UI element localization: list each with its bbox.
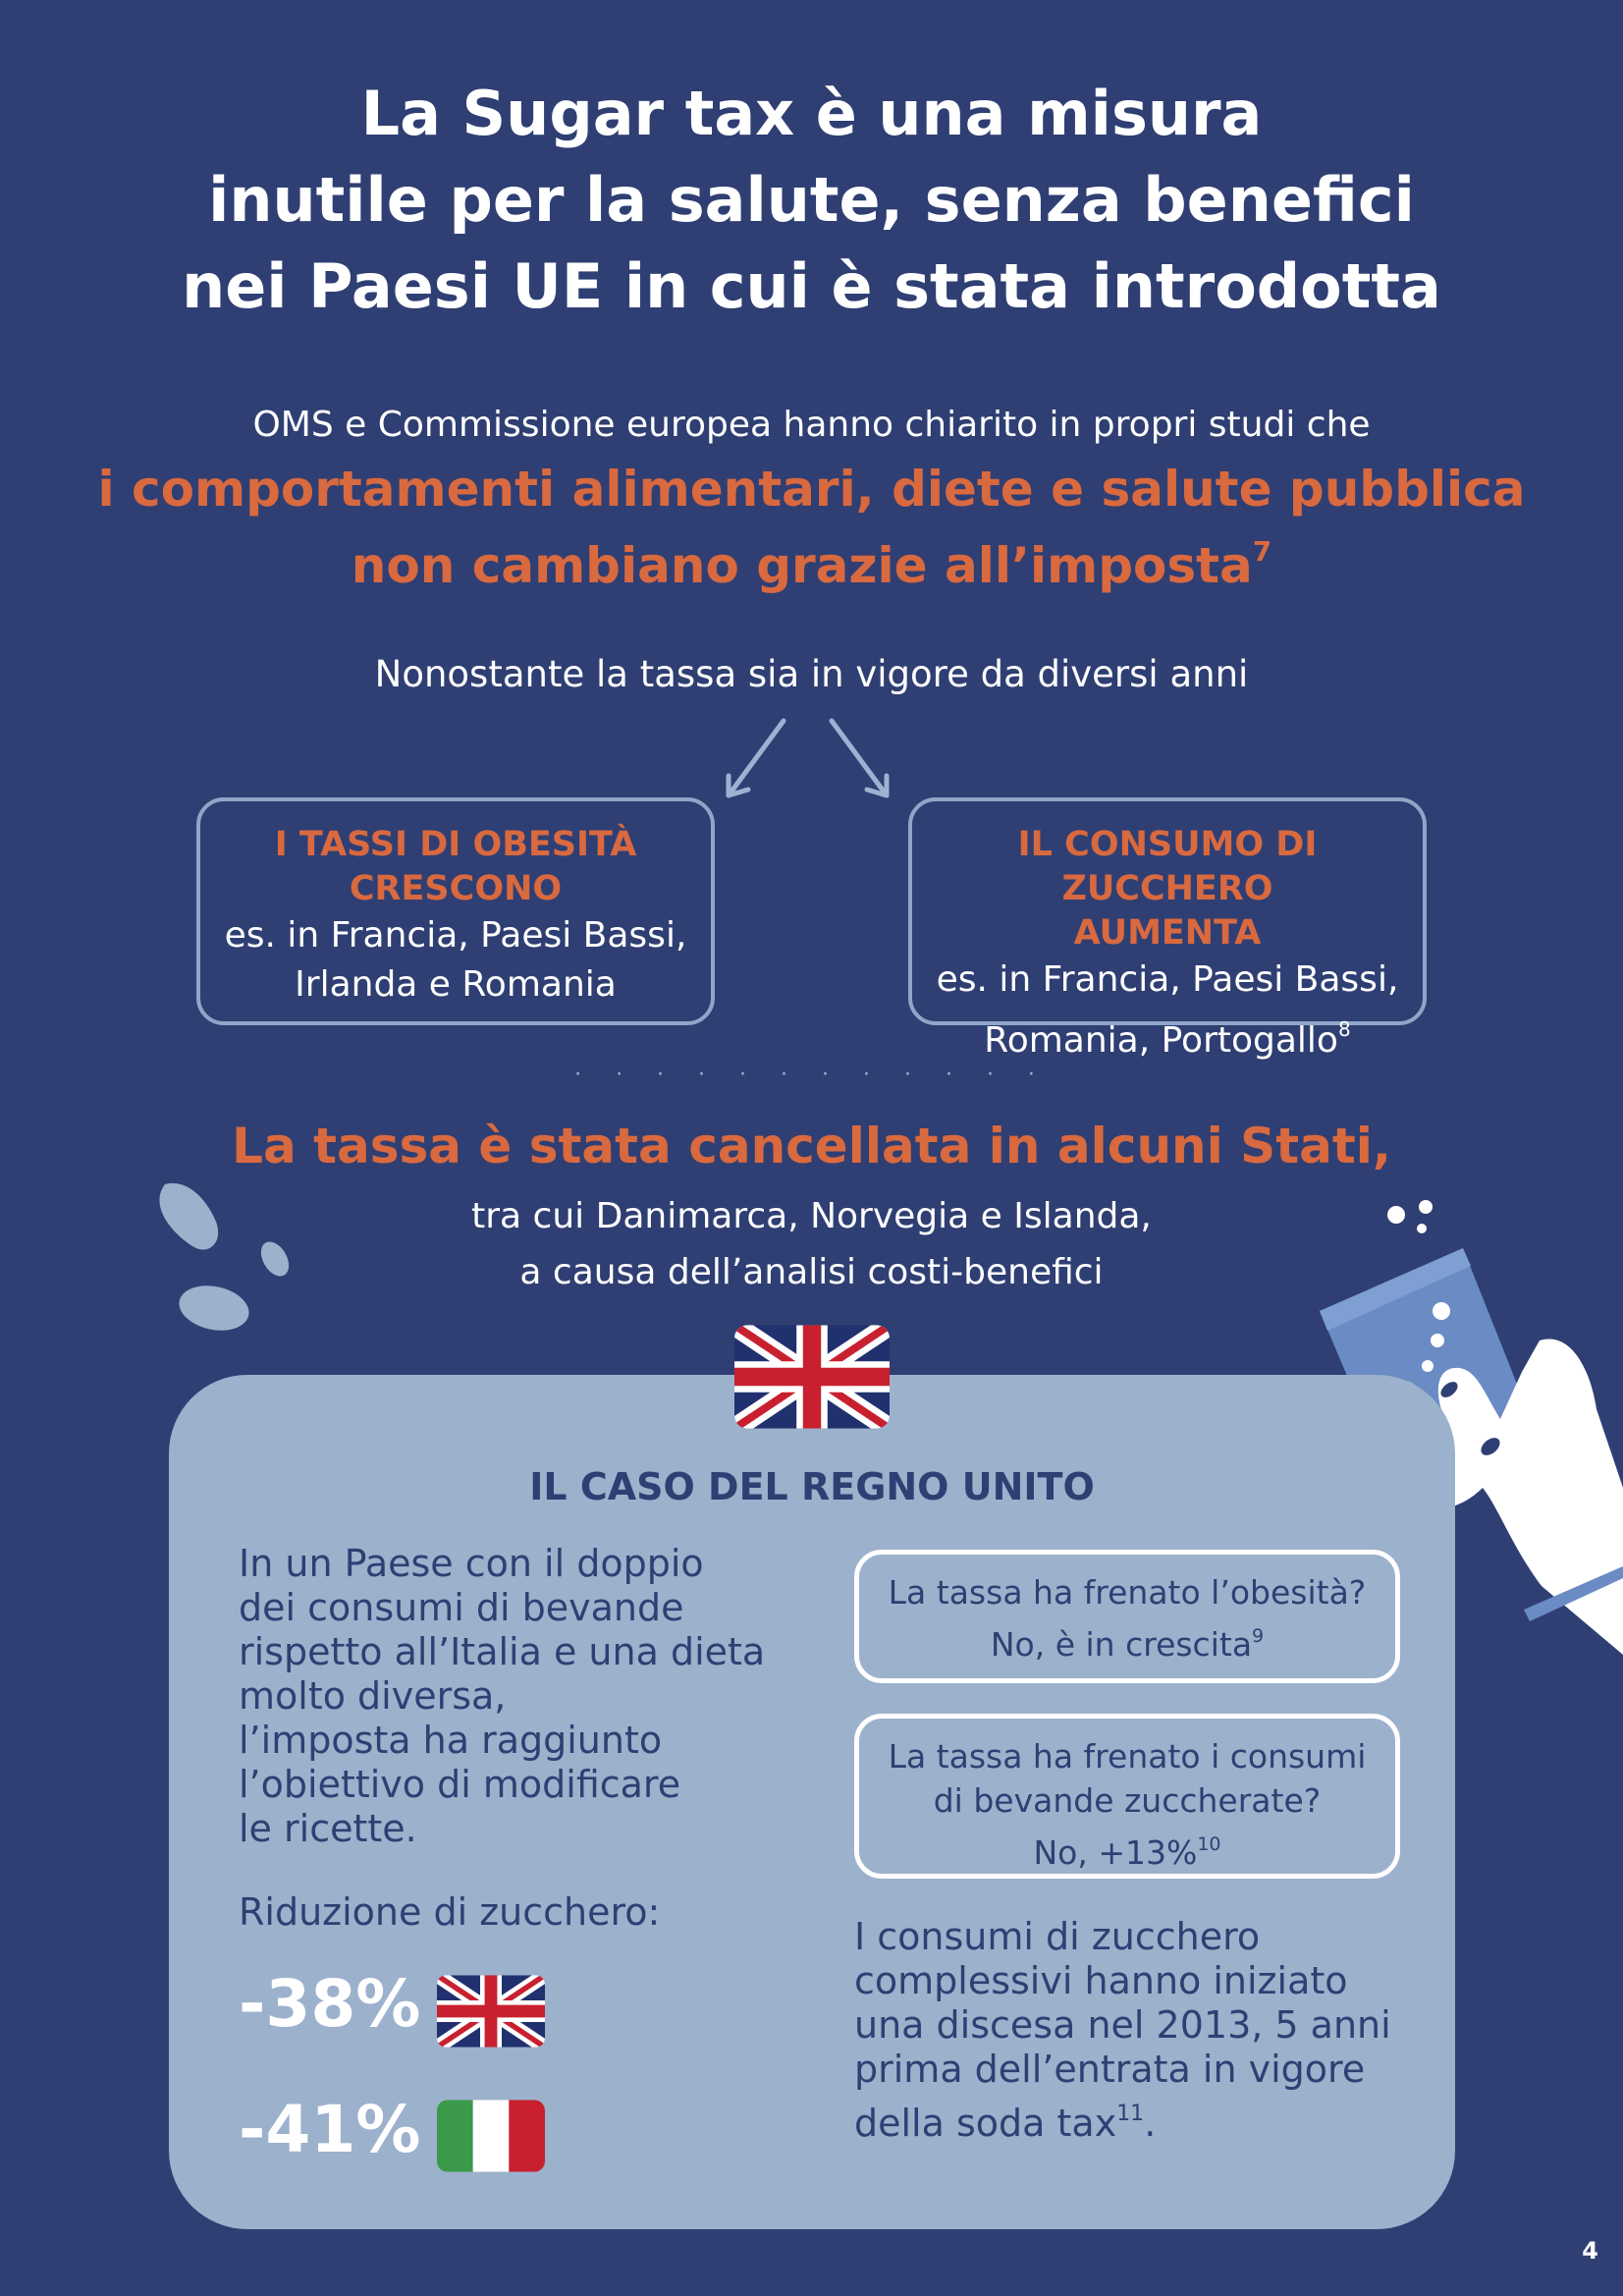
text-line: una discesa nel 2013, 5 anni <box>854 2003 1391 2047</box>
sugar-reduction-label: Riduzione di zucchero: <box>239 1890 661 1934</box>
answer-line: No, +13%$^{10}$ <box>1033 1833 1221 1872</box>
title-line-2: inutile per la salute, senza benefici <box>208 164 1415 236</box>
cancellation-heading: La tassa è stata cancellata in alcuni Stati, <box>232 1118 1391 1175</box>
text-line: prima dell’entrata in vigore <box>854 2048 1366 2091</box>
cancellation-line-2: a causa dell’analisi costi-benefici <box>519 1252 1104 1292</box>
uk-reduction-value: -38% <box>239 1966 421 2042</box>
consumption-question-box <box>854 1714 1400 1879</box>
box-body-line-1: es. in Francia, Paesi Bassi, <box>936 959 1399 1000</box>
subline-text: Nonostante la tassa sia in vigore da diversi anni <box>374 653 1249 695</box>
title-line-3: nei Paesi UE in cui è stata introdotta <box>182 250 1441 322</box>
box-heading-line-1: IL CONSUMO DI ZUCCHERO <box>1017 825 1318 908</box>
italy-flag-icon <box>437 2095 545 2177</box>
dotted-divider: · · · · · · · · · · · · <box>574 1063 1049 1087</box>
key-finding-headline <box>0 458 1623 597</box>
obesity-question-box <box>854 1550 1400 1683</box>
title-line-1: La Sugar tax è una misura <box>360 78 1263 149</box>
italy-reduction-value: -41% <box>239 2092 421 2167</box>
page-title <box>0 71 1623 330</box>
box-body-line-1: es. in Francia, Paesi Bassi, <box>224 915 687 956</box>
footnote-ref: 7 <box>1252 535 1272 568</box>
text-line: molto diversa, <box>239 1674 507 1718</box>
cancellation-line-1: tra cui Danimarca, Norvegia e Islanda, <box>471 1196 1152 1236</box>
text-line: In un Paese con il doppio <box>239 1542 704 1585</box>
text-line: dei consumi di bevande <box>239 1586 684 1629</box>
question-line: La tassa ha frenato i consumi <box>888 1737 1367 1776</box>
box-heading <box>200 823 711 911</box>
text-line: l’obiettivo di modificare <box>239 1763 681 1806</box>
answer-line: No, è in crescita$^9$ <box>990 1625 1265 1664</box>
text-line: le ricette. <box>239 1807 417 1850</box>
box-body-line-2: Romania, Portogallo$^8$ <box>984 1017 1351 1061</box>
headline-line-1: i comportamenti alimentari, diete e salute pubblica <box>97 461 1526 518</box>
question-line: La tassa ha frenato l’obesità? <box>888 1573 1367 1612</box>
headline-line-2: non cambiano grazie all’imposta$^7$ <box>351 535 1272 594</box>
intro-text: OMS e Commissione europea hanno chiarito in propri studi che <box>252 405 1371 445</box>
footnote-ref: 10 <box>1197 1833 1221 1855</box>
box-heading <box>912 823 1423 956</box>
text-line: rispetto all’Italia e una dieta <box>239 1630 766 1673</box>
sugar-trend-text <box>854 1915 1404 2146</box>
box-body <box>912 956 1423 1066</box>
uk-case-title: IL CASO DEL REGNO UNITO <box>529 1465 1095 1508</box>
text-line: della soda tax$^{11}$. <box>854 2102 1157 2145</box>
sugar-consumption-box <box>908 797 1427 1061</box>
question-line: di bevande zuccherate? <box>933 1781 1322 1820</box>
box-heading-line-2: CRESCONO <box>349 869 563 908</box>
footnote-ref: 8 <box>1337 1017 1351 1041</box>
uk-flag-icon <box>734 1319 890 1435</box>
text-line: complessivi hanno iniziato <box>854 1959 1348 2002</box>
footnote-ref: 9 <box>1252 1625 1265 1647</box>
text-line: l’imposta ha raggiunto <box>239 1719 663 1762</box>
splash-drops-icon <box>147 1178 304 1345</box>
uk-context-text <box>239 1542 788 1851</box>
split-arrows-icon <box>707 715 903 813</box>
uk-flag-icon <box>437 1970 545 2052</box>
box-heading-line-2: AUMENTA <box>1073 913 1262 953</box>
box-body <box>200 911 711 1010</box>
obesity-rates-box <box>196 797 715 1025</box>
text-line: I consumi di zucchero <box>854 1915 1261 1958</box>
footnote-ref: 11 <box>1116 2102 1145 2126</box>
page-number: 4 <box>1582 2237 1598 2265</box>
box-heading-line-1: I TASSI DI OBESITÀ <box>274 825 637 864</box>
box-body-line-2: Irlanda e Romania <box>295 964 617 1005</box>
